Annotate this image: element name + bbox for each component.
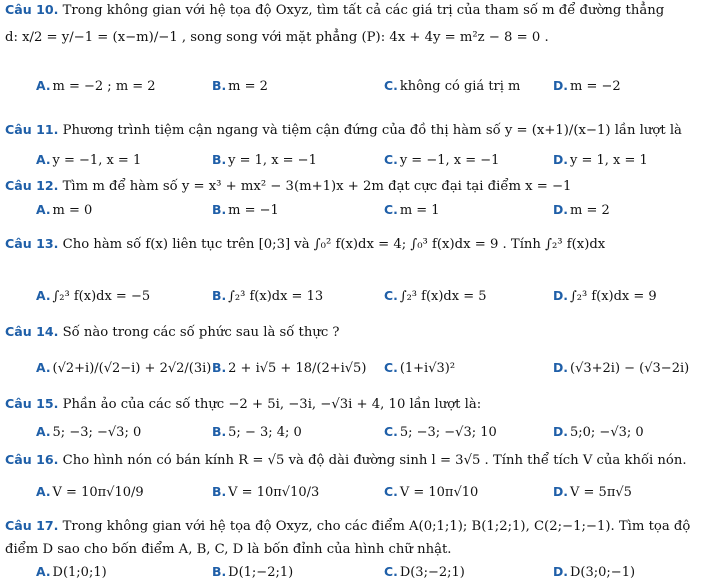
option-text: y = −1, x = 1 xyxy=(52,153,142,168)
option-b[interactable] xyxy=(212,484,319,500)
question-stem-line2: d: x/2 = y/−1 = (x−m)/−1 , song song với mặt phẳng (P): 4x + 4y = m²z − 8 = 0 . xyxy=(5,30,549,45)
option-c[interactable] xyxy=(384,202,440,218)
option-a[interactable] xyxy=(36,484,144,500)
option-text: D(1;−2;1) xyxy=(228,565,294,580)
question-10 xyxy=(5,2,664,18)
option-text: m = 0 xyxy=(52,203,93,218)
question-stem: Phần ảo của các số thực −2 + 5i, −3i, −√3i + 4, 10 lần lượt là: xyxy=(62,397,482,412)
option-label: A. xyxy=(36,288,51,303)
option-text: D(3;0;−1) xyxy=(570,565,636,580)
question-number: Câu 12. xyxy=(5,178,59,193)
option-text: y = 1, x = −1 xyxy=(228,153,317,168)
option-text: m = −1 xyxy=(228,203,279,218)
option-text: m = 2 xyxy=(570,203,610,218)
option-label: D. xyxy=(553,288,568,303)
option-b[interactable] xyxy=(212,78,268,94)
option-label: A. xyxy=(36,360,51,375)
question-number: Câu 16. xyxy=(5,452,59,467)
option-label: B. xyxy=(212,78,227,93)
question-stem: Phương trình tiệm cận ngang và tiệm cận đứng của đồ thị hàm số y = (x+1)/(x−1) lần lượt là xyxy=(62,123,682,138)
option-b[interactable] xyxy=(212,424,302,440)
option-label: A. xyxy=(36,564,51,579)
option-b[interactable] xyxy=(212,202,279,218)
option-label: C. xyxy=(384,484,398,499)
option-label: A. xyxy=(36,152,51,167)
option-label: D. xyxy=(553,78,568,93)
option-a[interactable] xyxy=(36,288,150,304)
option-b[interactable] xyxy=(212,288,323,304)
option-b[interactable] xyxy=(212,564,293,580)
option-a[interactable] xyxy=(36,564,107,580)
question-number: Câu 13. xyxy=(5,236,59,251)
option-text: ∫₂³ f(x)dx = −5 xyxy=(52,289,151,304)
question-17 xyxy=(5,518,690,534)
option-label: A. xyxy=(36,484,51,499)
question-stem: Trong không gian với hệ tọa độ Oxyz, tìm tất cả các giá trị của tham số m để đường thẳng xyxy=(62,3,665,18)
question-10-line2 xyxy=(5,30,549,45)
option-label: C. xyxy=(384,288,398,303)
option-label: C. xyxy=(384,78,398,93)
option-label: C. xyxy=(384,202,398,217)
question-14 xyxy=(5,324,339,340)
option-d[interactable] xyxy=(553,484,632,500)
question-stem: Tìm m để hàm số y = x³ + mx² − 3(m+1)x + 2m đạt cực đại tại điểm x = −1 xyxy=(62,179,572,194)
option-label: D. xyxy=(553,484,568,499)
question-17-line2 xyxy=(5,542,451,557)
option-text: ∫₂³ f(x)dx = 9 xyxy=(570,289,657,304)
option-label: D. xyxy=(553,424,568,439)
option-label: B. xyxy=(212,360,227,375)
option-d[interactable] xyxy=(553,288,657,304)
option-label: C. xyxy=(384,360,398,375)
option-label: B. xyxy=(212,152,227,167)
option-text: m = −2 xyxy=(570,79,621,94)
question-15 xyxy=(5,396,481,412)
option-a[interactable] xyxy=(36,78,156,94)
option-text: 5; −3; −√3; 0 xyxy=(52,425,142,440)
option-label: B. xyxy=(212,564,227,579)
option-text: (1+i√3)² xyxy=(399,361,456,376)
option-d[interactable] xyxy=(553,564,635,580)
question-number: Câu 15. xyxy=(5,396,59,411)
option-c[interactable] xyxy=(384,288,487,304)
option-d[interactable] xyxy=(553,152,648,168)
option-text: (√2+i)/(√2−i) + 2√2/(3i) xyxy=(52,361,212,376)
option-c[interactable] xyxy=(384,78,520,94)
question-stem: Cho hàm số f(x) liên tục trên [0;3] và ∫₀² f(x)dx = 4; ∫₀³ f(x)dx = 9 . Tính ∫₂³ f(x)dx xyxy=(62,237,606,252)
option-label: A. xyxy=(36,424,51,439)
question-16 xyxy=(5,452,687,468)
option-d[interactable] xyxy=(553,78,621,94)
option-label: C. xyxy=(384,424,398,439)
question-number: Câu 11. xyxy=(5,122,59,137)
option-text: V = 10π√10/9 xyxy=(52,485,144,500)
option-text: không có giá trị m xyxy=(399,79,521,94)
option-d[interactable] xyxy=(553,202,610,218)
question-number: Câu 14. xyxy=(5,324,59,339)
option-text: 5; − 3; 4; 0 xyxy=(228,425,302,440)
option-text: m = 1 xyxy=(399,203,440,218)
option-label: D. xyxy=(553,564,568,579)
option-label: C. xyxy=(384,152,398,167)
option-text: ∫₂³ f(x)dx = 13 xyxy=(228,289,324,304)
option-a[interactable] xyxy=(36,152,141,168)
option-label: A. xyxy=(36,78,51,93)
option-text: 5;0; −√3; 0 xyxy=(570,425,644,440)
option-d[interactable] xyxy=(553,360,689,376)
option-label: D. xyxy=(553,202,568,217)
question-number: Câu 17. xyxy=(5,518,59,533)
option-c[interactable] xyxy=(384,360,455,376)
question-12 xyxy=(5,178,571,194)
option-text: m = 2 xyxy=(228,79,268,94)
option-label: D. xyxy=(553,152,568,167)
option-text: V = 5π√5 xyxy=(570,485,632,500)
question-number: Câu 10. xyxy=(5,2,59,17)
option-a[interactable] xyxy=(36,360,211,376)
option-label: B. xyxy=(212,202,227,217)
option-c[interactable] xyxy=(384,424,497,440)
question-11 xyxy=(5,122,682,138)
option-label: B. xyxy=(212,484,227,499)
option-text: 2 + i√5 + 18/(2+i√5) xyxy=(228,361,367,376)
option-text: V = 10π√10 xyxy=(399,485,479,500)
option-c[interactable] xyxy=(384,564,465,580)
option-label: D. xyxy=(553,360,568,375)
option-text: y = 1, x = 1 xyxy=(570,153,648,168)
question-13 xyxy=(5,236,605,252)
option-label: B. xyxy=(212,424,227,439)
option-d[interactable] xyxy=(553,424,644,440)
option-b[interactable] xyxy=(212,152,317,168)
question-stem: Số nào trong các số phức sau là số thực ? xyxy=(62,325,340,340)
option-a[interactable] xyxy=(36,202,92,218)
option-text: (√3+2i) − (√3−2i) xyxy=(570,361,690,376)
question-stem: Trong không gian với hệ tọa độ Oxyz, cho các điểm A(0;1;1); B(1;2;1), C(2;−1;−1). Tìm tọa độ xyxy=(62,519,691,534)
option-label: B. xyxy=(212,288,227,303)
option-text: 5; −3; −√3; 10 xyxy=(399,425,497,440)
option-label: A. xyxy=(36,202,51,217)
option-b[interactable] xyxy=(212,360,366,376)
option-text: D(3;−2;1) xyxy=(399,565,465,580)
option-text: y = −1, x = −1 xyxy=(399,153,500,168)
option-a[interactable] xyxy=(36,424,141,440)
option-text: D(1;0;1) xyxy=(52,565,107,580)
question-stem: Cho hình nón có bán kính R = √5 và độ dài đường sinh l = 3√5 . Tính thể tích V của khối nón. xyxy=(62,453,687,468)
option-c[interactable] xyxy=(384,152,499,168)
option-text: V = 10π√10/3 xyxy=(228,485,320,500)
option-label: C. xyxy=(384,564,398,579)
option-c[interactable] xyxy=(384,484,478,500)
option-text: m = −2 ; m = 2 xyxy=(52,79,156,94)
option-text: ∫₂³ f(x)dx = 5 xyxy=(399,289,487,304)
question-stem-line2: điểm D sao cho bốn điểm A, B, C, D là bốn đỉnh của hình chữ nhật. xyxy=(5,542,452,557)
